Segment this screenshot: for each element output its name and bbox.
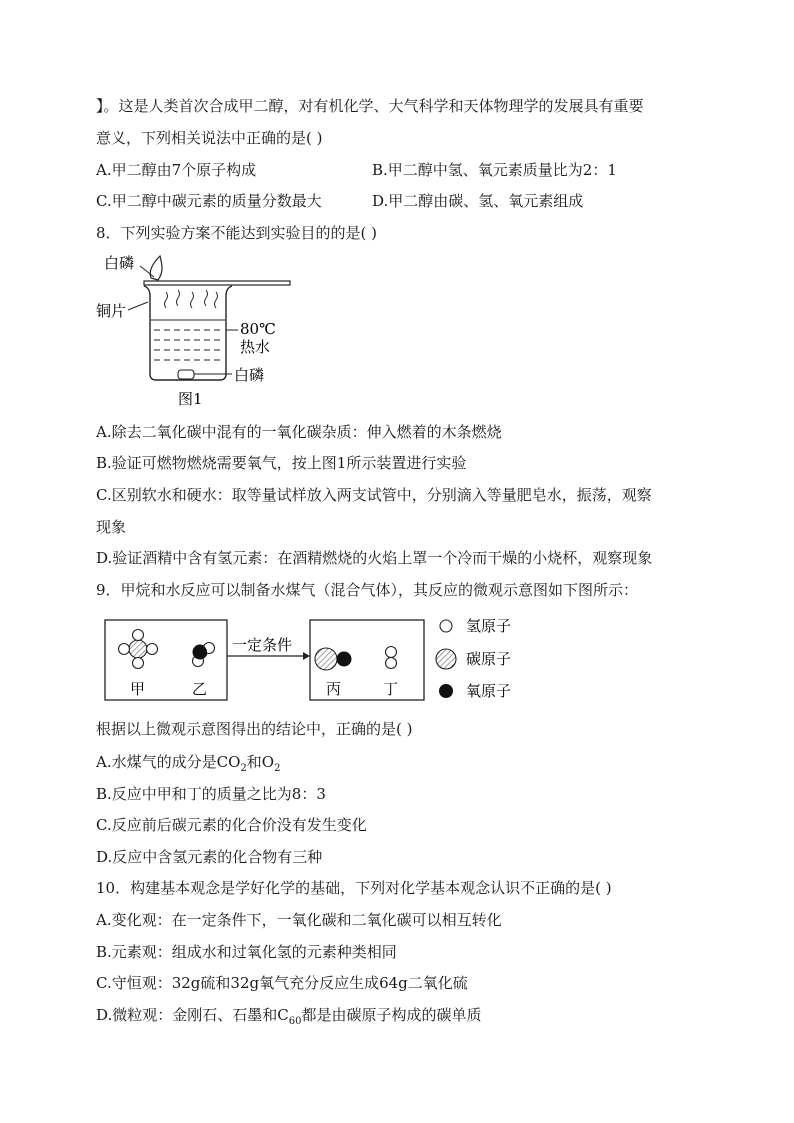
q8-option-c-line1: C.区别软水和硬水：取等量试样放入两支试管中，分别滴入等量肥皂水，振荡，观察 <box>96 486 652 504</box>
figure-label-hot-water: 热水 <box>240 338 271 356</box>
h2-atom-top <box>386 647 397 658</box>
label-condition: 一定条件 <box>232 636 293 654</box>
q7-stem-line2: 意义，下列相关说法中正确的是( ) <box>96 129 323 147</box>
figure-caption: 图1 <box>178 390 203 408</box>
beaker <box>144 286 232 380</box>
q10-option-b: B.元素观：组成水和过氧化氢的元素种类相同 <box>96 943 397 961</box>
q10-option-a: A.变化观：在一定条件下，一氧化碳和二氧化碳可以相互转化 <box>96 911 502 929</box>
q9-option-c: C.反应前后碳元素的化合价没有发生变化 <box>96 816 367 834</box>
co-carbon-atom <box>315 648 337 670</box>
q8-option-a: A.除去二氧化碳中混有的一氧化碳杂质：伸入燃着的木条燃烧 <box>96 423 502 441</box>
figure-label-white-phosphorus-bottom: 白磷 <box>234 366 265 384</box>
q8-option-d: D.验证酒精中含有氢元素：在酒精燃烧的火焰上罩一个冷而干燥的小烧杯，观察现象 <box>96 549 653 567</box>
figure-label-white-phosphorus-top: 白磷 <box>104 254 135 272</box>
legend-carbon-label: 碳原子 <box>466 650 512 668</box>
q10-option-c: C.守恒观：32g硫和32g氧气充分反应生成64g二氧化硫 <box>96 974 468 992</box>
q8-stem: 8．下列实验方案不能达到实验目的的是( ) <box>96 224 378 242</box>
reaction-micro-diagram <box>104 612 534 704</box>
q8-option-c-line2: 现象 <box>96 518 127 536</box>
q7-option-c: C.甲二醇中碳元素的质量分数最大 <box>96 192 322 210</box>
label-jia: 甲 <box>130 680 146 698</box>
q9-stem: 9．甲烷和水反应可以制备水煤气（混合气体），其反应的微观示意图如下图所示： <box>96 581 639 599</box>
legend-carbon-icon <box>436 649 456 669</box>
reactants-box <box>105 620 227 700</box>
legend-hydrogen-icon <box>440 620 452 632</box>
h2-atom-bottom <box>386 658 397 669</box>
copper-sheet <box>144 281 290 285</box>
label-ding: 丁 <box>383 680 399 698</box>
figure-label-copper-sheet: 铜片 <box>96 302 127 320</box>
figure-label-temperature: 80℃ <box>240 320 276 338</box>
q9-question: 根据以上微观示意图得出的结论中，正确的是( ) <box>96 720 413 738</box>
q9-option-b: B.反应中甲和丁的质量之比为8：3 <box>96 785 326 803</box>
q9-option-a: A.水煤气的成分是$CO_2$和$O_2$ <box>96 753 281 774</box>
white-phosphorus-on-copper-icon <box>150 256 162 280</box>
q10-stem: 10．构建基本观念是学好化学的基础，下列对化学基本观念认识不正确的是( ) <box>96 879 612 897</box>
q7-option-a: A.甲二醇由7个原子构成 <box>96 161 257 179</box>
q8-option-b: B.验证可燃物燃烧需要氧气，按上图1所示装置进行实验 <box>96 454 467 472</box>
q7-option-d: D.甲二醇由碳、氢、氧元素组成 <box>372 192 584 210</box>
methane-carbon-atom <box>129 640 147 658</box>
legend-hydrogen-label: 氢原子 <box>466 617 512 635</box>
legend-oxygen-icon <box>439 684 453 698</box>
q7-option-b: B.甲二醇中氢、氧元素质量比为2：1 <box>372 161 617 179</box>
q7-stem-line1: 】。这是人类首次合成甲二醇，对有机化学、大气科学和天体物理学的发展具有重要 <box>96 97 644 115</box>
legend-oxygen-label: 氧原子 <box>466 682 512 700</box>
q9-option-d: D.反应中含氢元素的化合物有三种 <box>96 848 323 866</box>
figure-1-beaker <box>96 250 296 410</box>
co-oxygen-atom <box>337 652 352 667</box>
label-bing: 丙 <box>326 680 342 698</box>
q10-option-d: D.微粒观：金刚石、石墨和$C_{60}$都是由碳原子构成的碳单质 <box>96 1006 482 1027</box>
label-yi: 乙 <box>192 680 208 698</box>
white-phosphorus-in-water-icon <box>178 370 194 379</box>
